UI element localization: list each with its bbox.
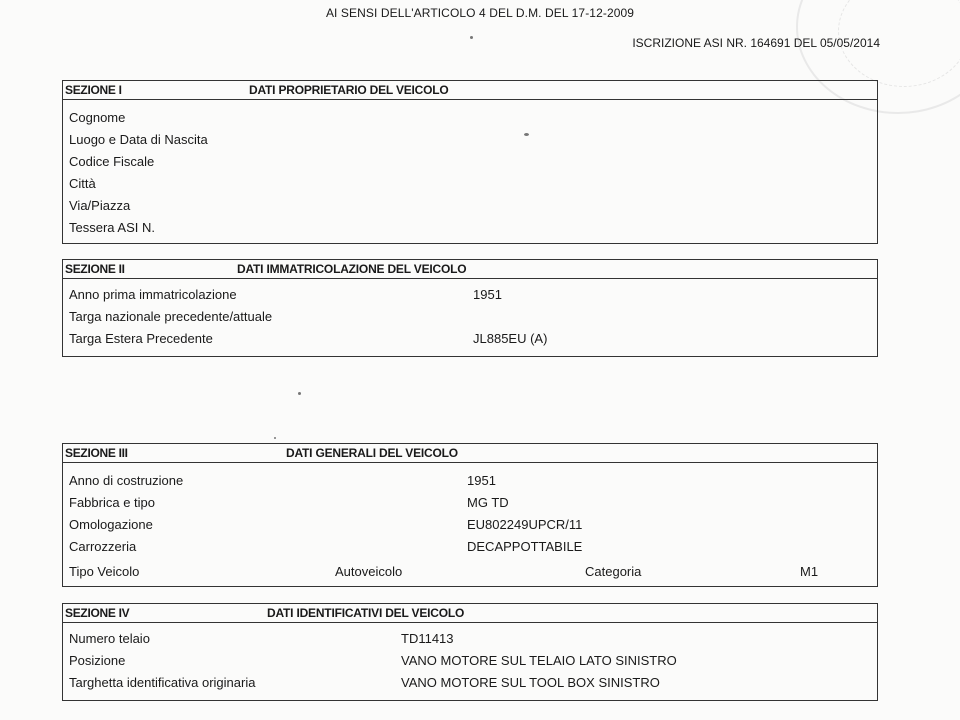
sezione-2-header xyxy=(63,260,877,279)
field-label: Luogo e Data di Nascita xyxy=(69,132,208,147)
sezione-1-header xyxy=(63,81,877,100)
sezione-3 xyxy=(62,443,878,587)
field-label: Anno di costruzione xyxy=(69,473,184,488)
scan-speck xyxy=(470,36,473,39)
field-row xyxy=(63,283,877,305)
field-label: Codice Fiscale xyxy=(69,154,155,169)
tipo-veicolo-value: Autoveicolo xyxy=(335,564,403,579)
section-code: SEZIONE III xyxy=(65,446,128,460)
sezione-2 xyxy=(62,259,878,357)
field-label: Tessera ASI N. xyxy=(69,220,155,235)
field-row xyxy=(63,627,877,649)
field-value: VANO MOTORE SUL TOOL BOX SINISTRO xyxy=(401,675,660,690)
field-label: Targhetta identificativa originaria xyxy=(69,675,256,690)
scan-speck xyxy=(298,392,301,395)
field-row xyxy=(63,671,877,693)
categoria-value: M1 xyxy=(800,564,819,579)
field-row xyxy=(63,491,877,513)
iscrizione-asi: ISCRIZIONE ASI NR. 164691 DEL 05/05/2014 xyxy=(632,36,880,50)
sezione-4 xyxy=(62,603,878,701)
field-label: Anno prima immatricolazione xyxy=(69,287,237,302)
field-row xyxy=(63,513,877,535)
field-label: Numero telaio xyxy=(69,631,150,646)
field-label: Carrozzeria xyxy=(69,539,137,554)
field-value: 1951 xyxy=(467,473,496,488)
field-row xyxy=(63,172,877,194)
field-row xyxy=(63,535,877,557)
section-title: DATI IMMATRICOLAZIONE DEL VEICOLO xyxy=(237,262,467,276)
field-value: DECAPPOTTABILE xyxy=(467,539,583,554)
field-label: Fabbrica e tipo xyxy=(69,495,155,510)
scan-speck xyxy=(274,437,276,439)
section-title: DATI GENERALI DEL VEICOLO xyxy=(286,446,458,460)
field-row xyxy=(63,194,877,216)
sezione-1 xyxy=(62,80,878,244)
categoria-label: Categoria xyxy=(585,564,642,579)
sezione-3-header xyxy=(63,444,877,463)
field-label: Targa nazionale precedente/attuale xyxy=(69,309,273,324)
field-label: Cognome xyxy=(69,110,126,125)
section-code: SEZIONE II xyxy=(65,262,125,276)
field-row xyxy=(63,106,877,128)
field-row xyxy=(63,649,877,671)
section-title: DATI PROPRIETARIO DEL VEICOLO xyxy=(249,83,449,97)
field-row xyxy=(63,128,877,150)
field-label: Posizione xyxy=(69,653,126,668)
field-value: EU802249UPCR/11 xyxy=(467,517,583,532)
section-title: DATI IDENTIFICATIVI DEL VEICOLO xyxy=(267,606,465,620)
decree-line: AI SENSI DELL'ARTICOLO 4 DEL D.M. DEL 17-12-2009 xyxy=(325,6,635,20)
field-value: MG TD xyxy=(467,495,509,510)
section-code: SEZIONE I xyxy=(65,83,122,97)
field-value: 1951 xyxy=(473,287,502,302)
field-value: JL885EU (A) xyxy=(473,331,548,346)
field-label: Targa Estera Precedente xyxy=(69,331,213,346)
field-value: TD11413 xyxy=(401,631,454,646)
field-label: Tipo Veicolo xyxy=(69,564,140,579)
field-label: Città xyxy=(69,176,96,191)
sezione-4-header xyxy=(63,604,877,623)
field-label: Via/Piazza xyxy=(69,198,131,213)
field-row xyxy=(63,150,877,172)
field-row xyxy=(63,305,877,327)
field-label: Omologazione xyxy=(69,517,153,532)
tipo-veicolo-row xyxy=(63,557,877,583)
field-row xyxy=(63,469,877,491)
field-value: VANO MOTORE SUL TELAIO LATO SINISTRO xyxy=(401,653,677,668)
section-code: SEZIONE IV xyxy=(65,606,130,620)
field-row xyxy=(63,327,877,349)
field-row xyxy=(63,216,877,238)
